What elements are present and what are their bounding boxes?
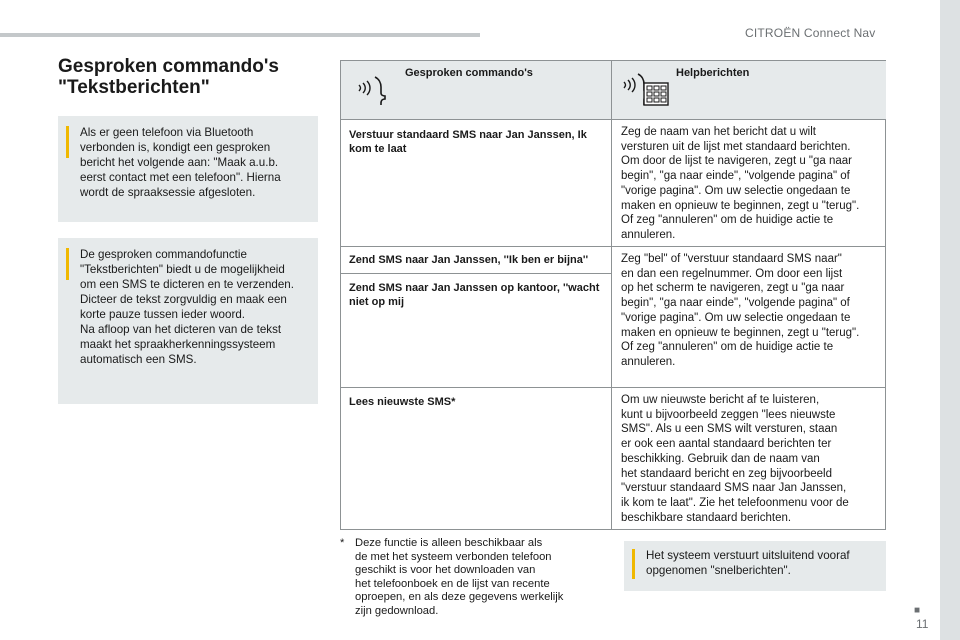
row-divider [341,119,885,120]
side-strip [940,0,960,640]
header-cell-commands [341,61,611,119]
info-note-quick-messages [624,541,886,591]
row-divider [341,246,885,247]
note-text: Als er geen telefoon via Bluetooth verbonden is, kondigt een gesproken bericht het volgende aan: "Maak a.u.b. eerst contact met een telefoon". Hierna wordt de spraaksessie afgesloten. [80,126,281,199]
page-number: 11 [916,617,929,631]
command-text: Zend SMS naar Jan Janssen op kantoor, ''wacht niet op mij [349,282,600,308]
note-accent-bar [66,126,69,158]
header-rule [0,33,480,37]
note-accent-bar [632,549,635,579]
voice-commands-table [340,60,886,530]
note-text: De gesproken commandofunctie "Tekstberichten" biedt u de mogelijkheid om een SMS te dicteren en te verzenden. Dicteer de tekst zorgvuldig en maak een korte pauze tussen ieder woord. Na afloop van het dicteren van de tekst maakt het spraakherkenningssysteem automatisch een SMS. [80,248,294,366]
note-accent-bar [66,248,69,280]
brand-label: CITROËN Connect Nav [745,26,876,40]
help-text: Zeg de naam van het bericht dat u wilt versturen uit de lijst met standaard berichten. Om door de lijst te navigeren, zegt u "ga naar begin", "ga naar einde", "volgende pagina" of "vorige pagina". Om uw selectie ongedaan te maken en opnieuw te beginnen, zegt u "terug". Of zeg "annuleren" om de huidige actie te annuleren. [621,126,860,241]
info-note-bluetooth [58,116,318,222]
command-text: Zend SMS naar Jan Janssen, ''Ik ben er bijna'' [349,254,589,266]
page-title: Gesproken commando's "Tekstberichten" [58,56,279,98]
help-text: Zeg "bel" of "verstuur standaard SMS naar" en dan een regelnummer. Om door een lijst op het scherm te navigeren, zegt u "ga naar begin", "ga naar einde", "volgende pagina" of "vorige pagina". Om uw selectie ongedaan te maken en opnieuw te beginnen, zegt u "terug". Of zeg "annuleren" om de huidige actie te annuleren. [621,253,860,368]
note-text: Het systeem verstuurt uitsluitend vooraf opgenomen "snelberichten". [646,549,850,577]
command-text: Verstuur standaard SMS naar Jan Janssen, Ik kom te laat [349,129,587,155]
voice-command-icon [355,73,391,109]
info-note-dictation [58,238,318,404]
help-text: Om uw nieuwste bericht af te luisteren, kunt u bijvoorbeeld zeggen "lees nieuwste SMS". Als u een SMS wilt versturen, staan er ook een aantal standaard berichten ter beschikking. Gebruik dan de naam van het standaard bericht en zeg bijvoorbeeld "verstuur standaard SMS naar Jan Janssen, ik kom te laat". Zie het telefoonmenu voor de beschikbare standaard berichten. [621,394,849,524]
footnote-marker: * [340,537,345,549]
command-text: Lees nieuwste SMS* [349,396,456,408]
column-divider [611,61,612,529]
row-divider [341,387,885,388]
header-label-commands: Gesproken commando's [405,67,533,79]
header-cell-help [612,61,886,119]
header-label-help: Helpberichten [676,67,750,79]
page-marker: ■ [914,605,921,616]
row-divider [341,273,611,274]
voice-keypad-help-icon [622,71,670,111]
footnote-text: Deze functie is alleen beschikbaar als de met het systeem verbonden telefoon geschikt is voor het downloaden van het telefoonboek en de lijst van recente oproepen, en als deze gegevens werkelijk zijn gedownload. [355,537,564,617]
